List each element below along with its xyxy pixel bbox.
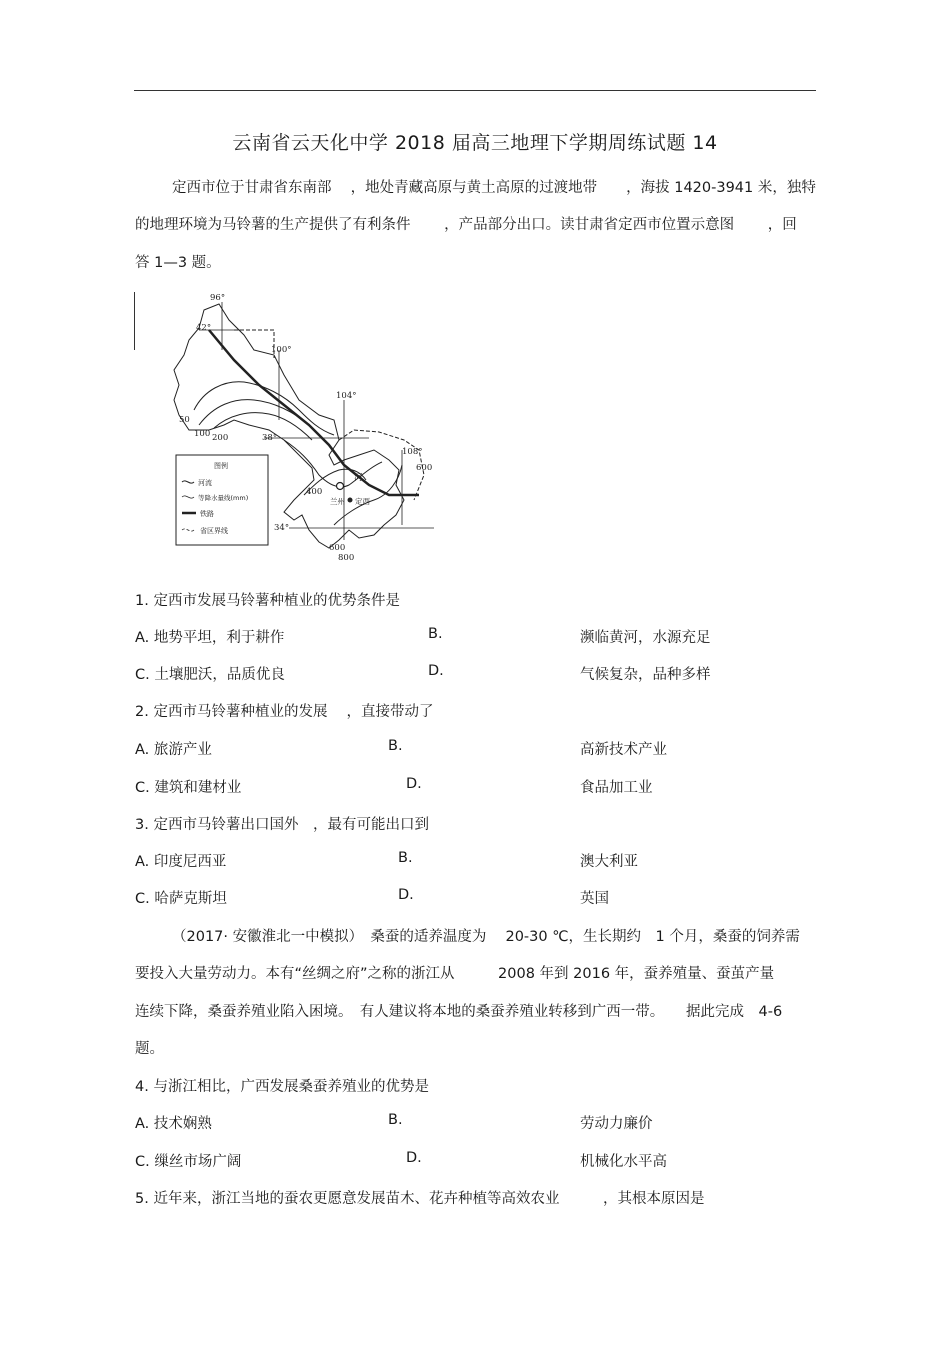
q4-option-d-label: D.	[406, 1150, 422, 1166]
label-lon-96: 96°	[210, 293, 226, 303]
label-iso-400: 400	[306, 487, 323, 497]
q3-option-b-label: B.	[398, 850, 413, 866]
q4-option-d-text: 机械化水平高	[580, 1154, 667, 1170]
q3-option-a: A. 印度尼西亚	[135, 854, 227, 870]
city-dot-dingxi	[348, 498, 353, 503]
q5-stem: 5. 近年来，浙江当地的蚕农更愿意发展苗木、花卉种植等高效农业 ，其根本原因是	[135, 1191, 705, 1207]
label-iso-50: 50	[179, 415, 190, 425]
q2-option-c: C. 建筑和建材业	[135, 780, 242, 796]
label-lat-42: 42°	[196, 323, 212, 333]
q1-option-d-label: D.	[428, 663, 444, 679]
q3-option-b-text: 澳大利亚	[580, 854, 638, 870]
label-iso-800: 800	[338, 553, 355, 563]
label-iso-600-east: 600	[416, 463, 433, 473]
gansu-location-map	[134, 290, 444, 563]
label-iso-100: 100	[194, 429, 211, 439]
label-lon-104: 104°	[336, 391, 357, 401]
q3-stem: 3. 定西市马铃薯出口国外 ，最有可能出口到	[135, 817, 429, 833]
intro-line-2: 的地理环境为马铃薯的生产提供了有利条件 ，产品部分出口。读甘肃省定西市位置示意图 ，回	[135, 217, 797, 233]
legend-railway: 铁路	[200, 510, 214, 518]
intro-line-1: 定西市位于甘肃省东南部 ，地处青藏高原与黄土高原的过渡地带 ，海拔 1420-3941 米，独特	[172, 180, 816, 196]
label-lat-38: 38°	[262, 433, 278, 443]
q4-option-b-label: B.	[388, 1112, 403, 1128]
q2-option-a: A. 旅游产业	[135, 742, 212, 758]
q2-option-d-label: D.	[406, 776, 422, 792]
legend-isoline: 等降水量线(mm)	[198, 494, 249, 502]
q2-stem: 2. 定西市马铃薯种植业的发展 ，直接带动了	[135, 704, 434, 720]
label-river: 河	[354, 473, 363, 483]
label-iso-200: 200	[212, 433, 229, 443]
passage2-line-4: 题。	[135, 1041, 164, 1057]
legend-river: 河流	[198, 479, 212, 487]
q1-option-c: C. 土壤肥沃，品质优良	[135, 667, 285, 683]
q4-stem: 4. 与浙江相比，广西发展桑蚕养殖业的优势是	[135, 1079, 429, 1095]
city-dot-lanzhou	[337, 483, 344, 490]
label-iso-600-south: 600	[329, 543, 346, 553]
map-legend	[176, 455, 268, 545]
legend-title: 图例	[214, 462, 228, 470]
q4-option-c: C. 缫丝市场广阔	[135, 1154, 242, 1170]
passage2-line-3: 连续下降，桑蚕养殖业陷入困境。 有人建议将本地的桑蚕养殖业转移到广西一带。 据此完成 4-6	[135, 1004, 783, 1020]
label-city-lanzhou: 兰州	[330, 497, 345, 506]
label-city-dingxi: 定西	[355, 497, 370, 506]
q2-option-b-text: 高新技术产业	[580, 742, 667, 758]
top-rule	[134, 90, 816, 91]
legend-boundary: 省区界线	[200, 527, 228, 535]
label-lat-34: 34°	[274, 523, 290, 533]
q1-option-b-label: B.	[428, 626, 443, 642]
q1-option-b-text: 濒临黄河，水源充足	[580, 630, 711, 646]
label-lon-108: 108°	[402, 447, 423, 457]
q2-option-d-text: 食品加工业	[580, 780, 653, 796]
passage2-line-1: （2017· 安徽淮北一中模拟） 桑蚕的适养温度为 20-30 ℃，生长期约 1 个月，桑蚕的饲养需	[172, 929, 800, 945]
q3-option-d-label: D.	[398, 887, 414, 903]
intro-line-3: 答 1—3 题。	[135, 255, 221, 271]
q1-option-d-text: 气候复杂，品种多样	[580, 667, 711, 683]
q3-option-c: C. 哈萨克斯坦	[135, 891, 227, 907]
page-title: 云南省云天化中学 2018 届高三地理下学期周练试题 14	[232, 132, 718, 154]
q1-stem: 1. 定西市发展马铃薯种植业的优势条件是	[135, 593, 400, 609]
q4-option-b-text: 劳动力廉价	[580, 1116, 653, 1132]
passage2-line-2: 要投入大量劳动力。本有“丝绸之府”之称的浙江从 2008 年到 2016 年，蚕养殖量、蚕茧产量	[135, 966, 775, 982]
boundary-line-2	[339, 430, 424, 500]
label-lon-100: 100°	[271, 345, 292, 355]
q4-option-a: A. 技术娴熟	[135, 1116, 212, 1132]
q3-option-d-text: 英国	[580, 891, 609, 907]
q1-option-a: A. 地势平坦，利于耕作	[135, 630, 285, 646]
q2-option-b-label: B.	[388, 738, 403, 754]
